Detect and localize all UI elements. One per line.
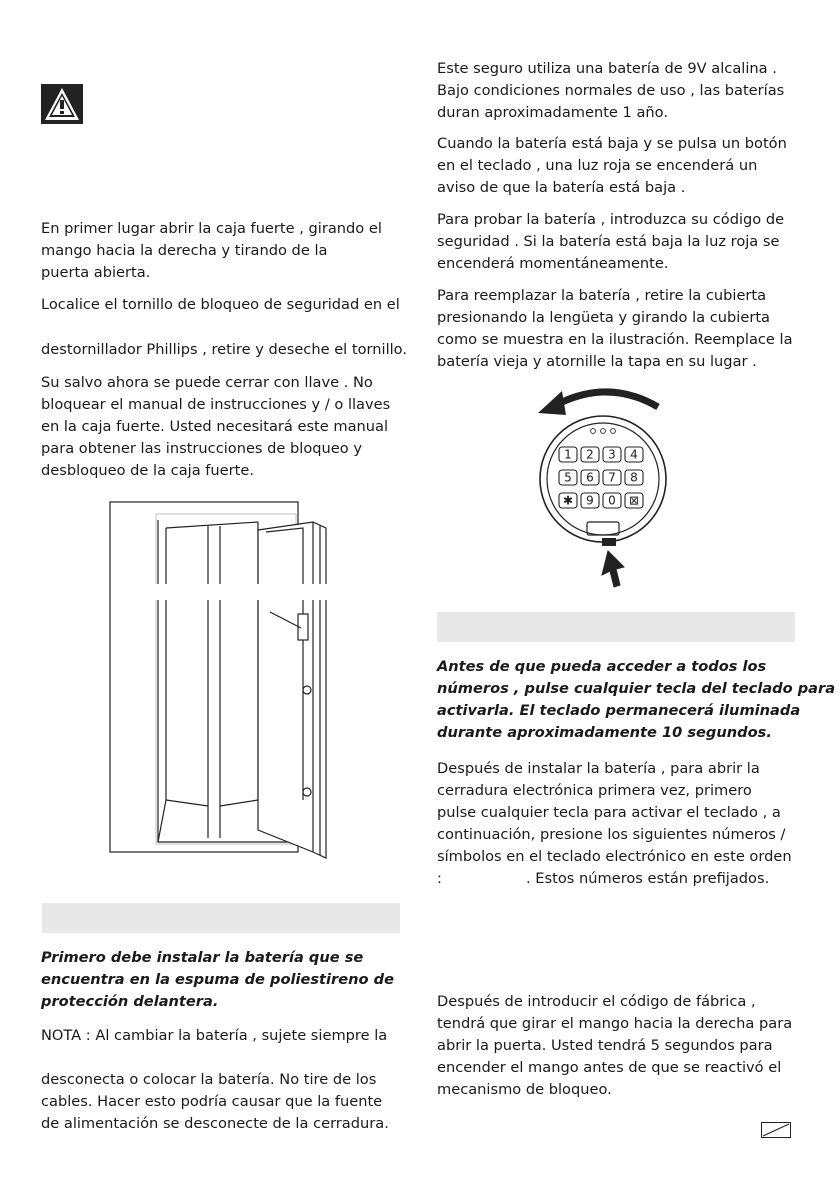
keypad-key-label: 3	[608, 447, 616, 462]
text-line: Para probar la batería , introduzca su código de	[437, 211, 785, 228]
text-line: continuación, presione los siguientes números /	[437, 826, 786, 843]
keypad-key-label: ⊠	[628, 493, 640, 508]
keypad-key-label: 2	[586, 447, 594, 462]
text-line: Después de instalar la batería , para abrir la	[437, 760, 760, 777]
text-line: mecanismo de bloqueo.	[437, 1081, 612, 1098]
text-line: desbloqueo de la caja fuerte.	[41, 462, 254, 479]
text-line: encenderá momentáneamente.	[437, 255, 669, 272]
keypad-key-label: 0	[608, 493, 616, 508]
text-line: como se muestra en la ilustración. Reemplace la	[437, 331, 793, 348]
left-para-2: Localice el tornillo de bloqueo de seguridad en el	[41, 296, 400, 313]
keypad-key-label: 1	[564, 447, 572, 462]
section-header-bar	[437, 612, 795, 642]
keypad-key-label: 9	[586, 493, 594, 508]
text-line: puerta abierta.	[41, 264, 151, 281]
text-line: tendrá que girar el mango hacia la derecha para	[437, 1015, 793, 1032]
text-line: En primer lugar abrir la caja fuerte , girando el	[41, 220, 382, 237]
left-para-3: destornillador Phillips , retire y deseche el tornillo.	[41, 341, 407, 358]
text-line: batería vieja y atornille la tapa en su lugar .	[437, 353, 757, 370]
text-line: durante aproximadamente 10 segundos.	[437, 724, 772, 741]
keypad-illustration	[530, 385, 670, 595]
text-line: pulse cualquier tecla para activar el teclado , a	[437, 804, 781, 821]
text-line: . Estos números están prefijados.	[526, 870, 770, 887]
text-line: Después de introducir el código de fábrica ,	[437, 993, 756, 1010]
keypad-key-label: 8	[630, 470, 638, 485]
text-line: en la caja fuerte. Usted necesitará este manual	[41, 418, 389, 435]
keypad-key-label: ✱	[562, 493, 574, 508]
text-line: :	[437, 870, 442, 887]
text-line: duran aproximadamente 1 año.	[437, 104, 668, 121]
text-line: Su salvo ahora se puede cerrar con llave . No	[41, 374, 373, 391]
safe-illustration	[108, 500, 333, 860]
page-corner-mark	[761, 1122, 791, 1138]
text-line: protección delantera.	[41, 993, 219, 1010]
text-line: Este seguro utiliza una batería de 9V alcalina .	[437, 60, 777, 77]
nota-line-1: NOTA : Al cambiar la batería , sujete siempre la	[41, 1027, 388, 1044]
text-line: de alimentación se desconecte de la cerradura.	[41, 1115, 389, 1132]
text-line: mango hacia la derecha y tirando de la	[41, 242, 328, 259]
text-line: Para reemplazar la batería , retire la cubierta	[437, 287, 767, 304]
section-header-bar	[42, 903, 400, 933]
text-line: cables. Hacer esto podría causar que la fuente	[41, 1093, 383, 1110]
text-line: abrir la puerta. Usted tendrá 5 segundos para	[437, 1037, 773, 1054]
text-line: Cuando la batería está baja y se pulsa un botón	[437, 135, 787, 152]
text-line: Primero debe instalar la batería que se	[41, 949, 364, 966]
text-line: símbolos en el teclado electrónico en este orden	[437, 848, 792, 865]
text-line: encender el mango antes de que se reactivó el	[437, 1059, 782, 1076]
keypad-key-label: 7	[608, 470, 616, 485]
text-line: cerradura electrónica primera vez, primero	[437, 782, 752, 799]
text-line: en el teclado , una luz roja se encenderá un	[437, 157, 758, 174]
press-arrow-icon	[602, 551, 624, 587]
keypad-key-label: 4	[630, 447, 638, 462]
text-line: Bajo condiciones normales de uso , las baterías	[437, 82, 785, 99]
text-line: desconecta o colocar la batería. No tire de los	[41, 1071, 377, 1088]
text-line: activarla. El teclado permanecerá iluminada	[437, 702, 801, 719]
keypad-key-label: 5	[564, 470, 572, 485]
text-line: para obtener las instrucciones de bloqueo y	[41, 440, 362, 457]
text-line: encuentra en la espuma de poliestireno de	[41, 971, 394, 988]
text-line: bloquear el manual de instrucciones y / o llaves	[41, 396, 391, 413]
text-line: seguridad . Si la batería está baja la luz roja se	[437, 233, 780, 250]
rotate-arrow-icon	[560, 392, 658, 407]
text-line: presionando la lengüeta y girando la cubierta	[437, 309, 770, 326]
keypad-key-label: 6	[586, 470, 594, 485]
warning-icon	[40, 83, 84, 125]
text-line: Antes de que pueda acceder a todos los	[437, 658, 767, 675]
text-line: aviso de que la batería está baja .	[437, 179, 686, 196]
text-line: números , pulse cualquier tecla del teclado para	[437, 680, 836, 697]
